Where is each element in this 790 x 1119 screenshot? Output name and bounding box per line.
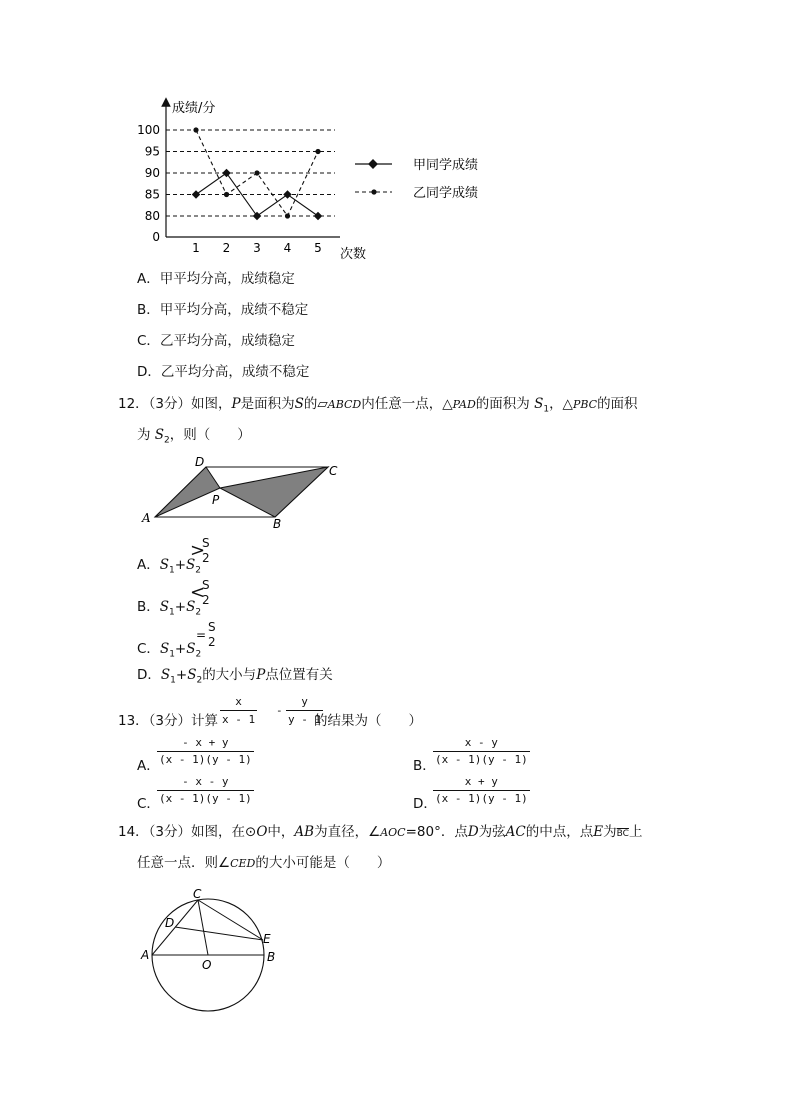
q13-option-d-label[interactable]: D． [413, 796, 437, 812]
label-o: O [202, 958, 212, 972]
q11-option-a[interactable] [137, 270, 295, 288]
q12-option-c-frac: S 2 [208, 620, 216, 649]
q13-option-c-label[interactable]: C． [137, 796, 160, 812]
label-d: D [165, 916, 175, 930]
x-tick-3: 3 [253, 241, 261, 255]
q13-option-b-frac: $\frac{x - y}{(x - 1)(y - 1)}$ [435, 736, 528, 766]
option-text: 甲平均分高，成绩不稳定 [159, 302, 309, 318]
q11-option-d[interactable] [137, 363, 309, 381]
q12-option-a-sign: > [190, 540, 206, 561]
q12-stem-line2: 为 $S_2$，则（ ） [137, 427, 251, 446]
q13-option-d-frac: $\frac{x + y}{(x - 1)(y - 1)}$ [435, 775, 528, 805]
q13-option-c-frac: $\frac{- x - y}{(x - 1)(y - 1)}$ [159, 775, 252, 805]
label-c: C [329, 464, 338, 478]
point-b-3 [254, 170, 259, 175]
q14-stem-line2: 任意一点．则∠CED的大小可能是（ ） [137, 855, 391, 871]
label-p: P [212, 493, 220, 507]
label-a: A [141, 948, 150, 962]
score-chart [130, 92, 510, 267]
q11-option-c[interactable] [137, 332, 295, 350]
q13-minus: - [276, 704, 283, 717]
point-a-5 [314, 212, 322, 220]
q13-fraction-x: $\frac{x}{x - 1}$ [222, 695, 256, 726]
y-tick-95: 95 [144, 144, 160, 159]
legend-series-a: 甲同学成绩 [413, 158, 479, 173]
y-tick-85: 85 [144, 187, 160, 202]
y-axis-label: 成绩/分 [172, 101, 216, 116]
x-tick-2: 2 [222, 241, 231, 255]
x-axis-label: 次数 [340, 247, 367, 262]
x-tick-1: 1 [192, 241, 200, 255]
q13-option-b-label[interactable]: B． [413, 758, 436, 774]
point-b-2 [224, 192, 229, 197]
q12-option-b-sign: < [190, 582, 206, 603]
option-text: 甲平均分高，成绩稳定 [159, 271, 295, 287]
q12-option-c-sign: = [196, 628, 207, 642]
q13-option-a-label[interactable]: A． [137, 758, 160, 774]
option-text: 乙平均分高，成绩不稳定 [160, 364, 310, 380]
y-tick-90: 90 [144, 166, 160, 180]
label-c: C [193, 887, 202, 901]
label-e: E [263, 932, 271, 946]
point-a-3 [253, 212, 261, 220]
segment-de [175, 927, 263, 940]
chart-ticks [137, 123, 322, 255]
q13-suffix: 的结果为（ ） [314, 713, 422, 729]
y-tick-80: 80 [144, 209, 160, 223]
option-label: C． [137, 333, 160, 349]
q12-option-c[interactable]: C．$S_1+S_2$ [137, 641, 202, 660]
label-b: B [267, 950, 276, 964]
option-text: 乙平均分高，成绩稳定 [159, 333, 295, 349]
label-a: A [142, 511, 151, 525]
point-a-2 [222, 169, 230, 177]
point-a-4 [283, 190, 291, 198]
label-d: D [195, 455, 205, 469]
q12-option-b[interactable]: B．$S_1+S_2$ [137, 599, 202, 618]
x-tick-5: 5 [314, 241, 322, 255]
option-label: B． [137, 302, 160, 318]
segment-oc [198, 900, 208, 955]
triangle-pbc [220, 467, 328, 517]
q12-option-b-frac: S 2 [202, 578, 210, 607]
y-tick-0: 0 [152, 230, 160, 244]
q12-option-a-frac: S 2 [202, 536, 210, 565]
q14-stem-line1: 14．（3分）如图，在⊙O中，AB为直径，∠AOC=80°．点D为弦AC的中点，点E为$\overline{BC}$上 [118, 824, 643, 840]
q12-stem-line1: 12．（3分）如图，P是面积为S的▱ABCD内任意一点，△PAD的面积为 $S_1$，△PBC的面积 [118, 396, 638, 415]
triangle-pad [155, 467, 220, 517]
option-label: A． [137, 271, 160, 287]
chart-series [192, 127, 322, 220]
circle-figure [138, 885, 288, 1015]
segment-ce [198, 900, 263, 940]
q12-option-d[interactable]: D．$S_1+S_2$的大小与P点位置有关 [137, 667, 333, 686]
q13-option-a-frac: $\frac{- x + y}{(x - 1)(y - 1)}$ [159, 736, 252, 766]
chart-legend [355, 157, 478, 201]
q12-option-a[interactable]: A．$S_1+S_2$ [137, 557, 202, 576]
legend-series-b: 乙同学成绩 [413, 186, 479, 201]
point-b-5 [315, 149, 320, 154]
q13-prefix: 13．（3分）计算 [118, 713, 219, 729]
label-b: B [273, 517, 282, 531]
q11-option-b[interactable] [137, 301, 308, 319]
point-b-4 [285, 213, 290, 218]
chart-grid [166, 130, 335, 216]
y-tick-100: 100 [137, 123, 160, 137]
point-b-1 [193, 127, 198, 132]
point-a-1 [192, 190, 200, 198]
x-tick-4: 4 [283, 241, 292, 255]
parallelogram-figure [138, 453, 348, 531]
option-label: D． [137, 364, 161, 380]
q13-fraction-y: $\frac{y}{y - 1}$ [288, 695, 322, 726]
